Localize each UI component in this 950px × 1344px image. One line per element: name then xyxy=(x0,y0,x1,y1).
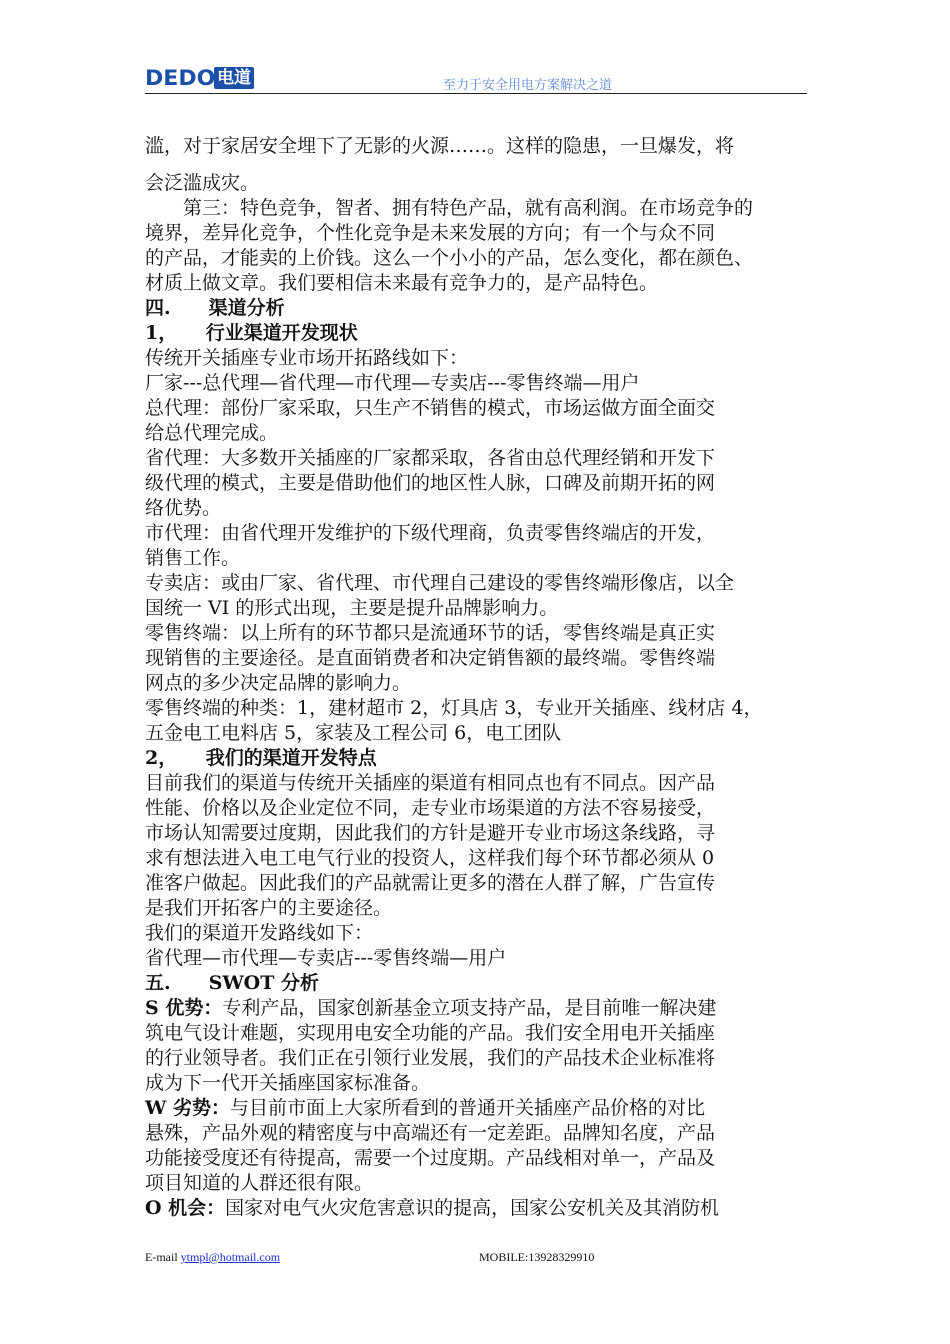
body-line: 第三：特色竞争，智者、拥有特色产品，就有高利润。在市场竞争的 xyxy=(183,197,754,219)
body-line: 性能、价格以及企业定位不同，走专业市场渠道的方法不容易接受， xyxy=(145,797,716,819)
subsection-heading: 1， 行业渠道开发现状 xyxy=(145,322,358,344)
body-line: 我们的渠道开发路线如下： xyxy=(145,922,374,944)
body-line: 给总代理完成。 xyxy=(145,422,279,444)
body-line: 传统开关插座专业市场开拓路线如下： xyxy=(145,347,469,369)
document-body xyxy=(145,134,810,1221)
body-line: 材质上做文章。我们要相信未来最有竞争力的，是产品特色。 xyxy=(145,272,659,294)
swot-strength-label: S 优势： xyxy=(145,997,223,1019)
swot-opportunity-text: 国家对电气火灾危害意识的提高，国家公安机关及其消防机 xyxy=(225,1197,720,1219)
body-line: 准客户做起。因此我们的产品就需让更多的潜在人群了解，广告宣传 xyxy=(145,872,716,894)
body-line: 五金电工电料店 5，家装及工程公司 6，电工团队 xyxy=(145,722,562,744)
body-line: 求有想法进入电工电气行业的投资人，这样我们每个环节都必须从 0 xyxy=(145,847,715,869)
footer-mobile: MOBILE:13928329910 xyxy=(479,1250,595,1264)
body-line: 项目知道的人群还很有限。 xyxy=(145,1172,374,1194)
body-line: 国统一 VI 的形式出现，主要是提升品牌影响力。 xyxy=(145,597,559,619)
body-line: 专卖店：或由厂家、省代理、市代理自己建设的零售终端形像店，以全 xyxy=(145,572,735,594)
swot-strength-line xyxy=(145,996,810,1021)
logo-cn-text: 电道 xyxy=(214,67,254,89)
swot-weakness-line xyxy=(145,1096,810,1121)
body-line: 是我们开拓客户的主要途径。 xyxy=(145,897,393,919)
swot-weakness-text: 与目前市面上大家所看到的普通开关插座产品价格的对比 xyxy=(229,1097,705,1119)
body-line: 省代理—市代理—专卖店---零售终端—用户 xyxy=(145,947,507,969)
swot-opportunity-line xyxy=(145,1196,810,1221)
email-link[interactable]: ytmpl@hotmail.com xyxy=(180,1250,281,1264)
swot-opportunity-label: O 机会： xyxy=(145,1197,226,1219)
body-line: 境界，差异化竞争，个性化竞争是未来发展的方向；有一个与众不同 xyxy=(145,222,716,244)
body-line: 现销售的主要途径。是直面销费者和决定销售额的最终端。零售终端 xyxy=(145,647,716,669)
footer-email xyxy=(145,1250,280,1265)
body-line: 零售终端：以上所有的环节都只是流通环节的话，零售终端是真正实 xyxy=(145,622,716,644)
body-line: 市场认知需要过度期，因此我们的方针是避开专业市场这条线路，寻 xyxy=(145,822,716,844)
body-line: 络优势。 xyxy=(145,497,222,519)
body-line: 销售工作。 xyxy=(145,547,241,569)
body-line: 滥，对于家居安全埋下了无影的火源……。这样的隐患，一旦爆发，将 xyxy=(145,135,735,157)
body-line: 市代理：由省代理开发维护的下级代理商，负责零售终端店的开发， xyxy=(145,522,716,544)
section-heading: 五. SWOT 分析 xyxy=(145,972,319,994)
body-line: 筑电气设计难题，实现用电安全功能的产品。我们安全用电开关插座 xyxy=(145,1022,716,1044)
logo-text: DEDO xyxy=(145,66,216,90)
body-line: 的行业领导者。我们正在引领行业发展，我们的产品技术企业标准将 xyxy=(145,1047,716,1069)
body-line: 省代理：大多数开关插座的厂家都采取，各省由总代理经销和开发下 xyxy=(145,447,716,469)
body-line: 成为下一代开关插座国家标准备。 xyxy=(145,1072,431,1094)
body-line: 悬殊，产品外观的精密度与中高端还有一定差距。品牌知名度，产品 xyxy=(145,1122,716,1144)
body-line: 总代理：部份厂家采取，只生产不销售的模式，市场运做方面全面交 xyxy=(145,397,716,419)
body-line: 级代理的模式，主要是借助他们的地区性人脉，口碑及前期开拓的网 xyxy=(145,472,716,494)
body-line: 目前我们的渠道与传统开关插座的渠道有相同点也有不同点。因产品 xyxy=(145,772,716,794)
header-slogan: 至力于安全用电方案解决之道 xyxy=(443,78,613,93)
body-line: 厂家---总代理—省代理—市代理—专卖店---零售终端—用户 xyxy=(145,372,640,394)
body-line: 零售终端的种类：1，建材超市 2，灯具店 3，专业开关插座、线材店 4， xyxy=(145,697,763,719)
email-label: E-mail xyxy=(145,1250,181,1264)
header-divider xyxy=(145,93,807,94)
company-logo xyxy=(145,66,254,90)
swot-weakness-label: W 劣势： xyxy=(145,1097,230,1119)
body-line: 功能接受度还有待提高，需要一个过度期。产品线相对单一，产品及 xyxy=(145,1147,716,1169)
body-line: 网点的多少决定品牌的影响力。 xyxy=(145,672,412,694)
page-header xyxy=(145,62,807,96)
section-heading: 四. 渠道分析 xyxy=(145,297,285,319)
swot-strength-text: 专利产品，国家创新基金立项支持产品，是目前唯一解决建 xyxy=(222,997,717,1019)
body-line: 会泛滥成灾。 xyxy=(145,172,260,194)
subsection-heading: 2， 我们的渠道开发特点 xyxy=(145,747,377,769)
body-line: 的产品，才能卖的上价钱。这么一个小小的产品，怎么变化，都在颜色、 xyxy=(145,247,754,269)
